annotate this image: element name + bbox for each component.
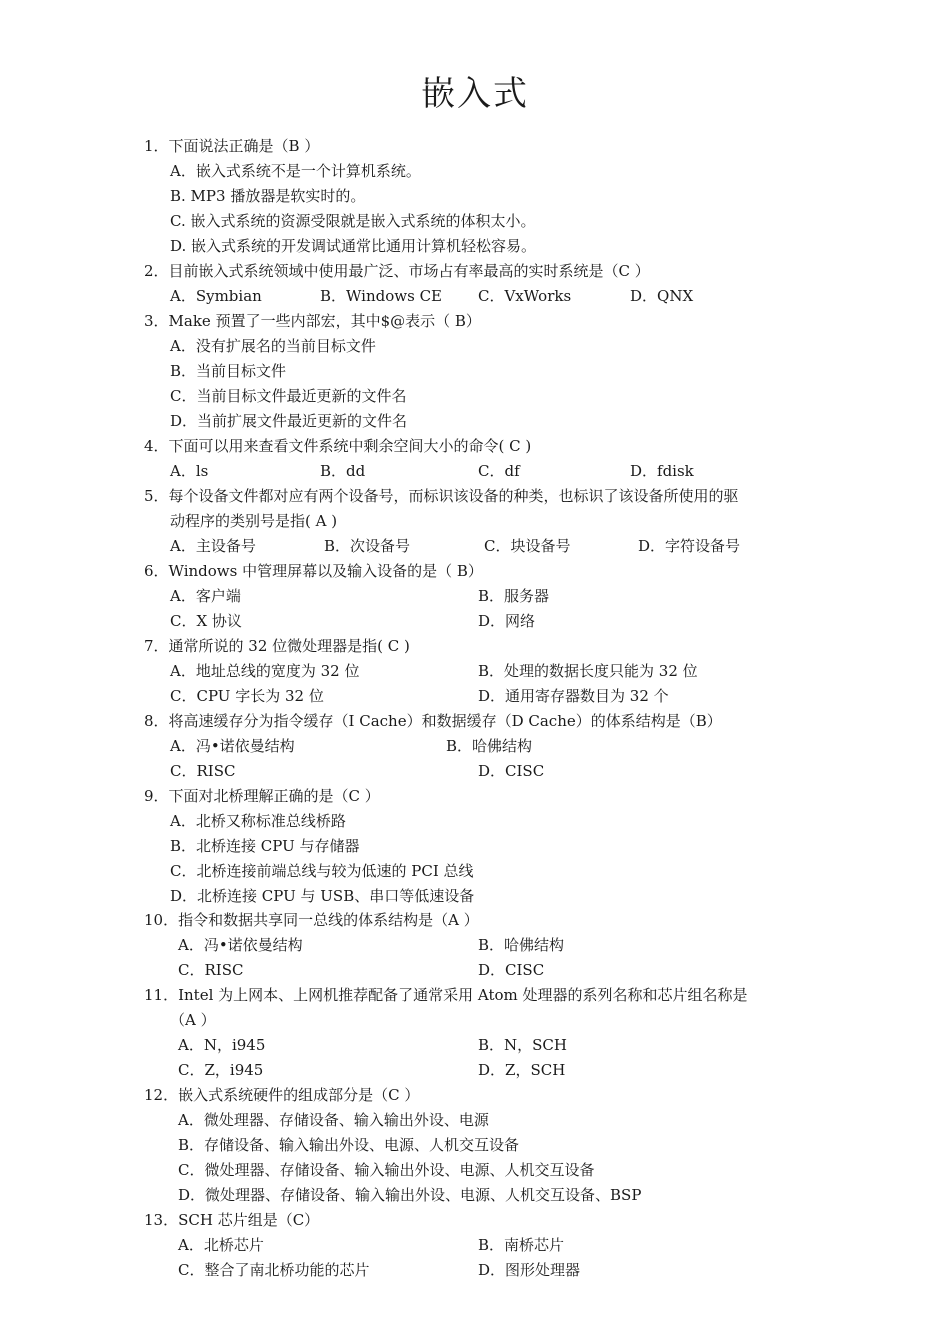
option-c: C．RISC <box>178 961 244 979</box>
option-d: D．北桥连接 CPU 与 USB、串口等低速设备 <box>170 887 475 905</box>
option-c: C．块设备号 <box>484 537 571 555</box>
option-a: A．Symbian <box>170 287 262 305</box>
option-b: B．哈佛结构 <box>478 936 565 954</box>
option-a: A．冯•诺依曼结构 <box>178 936 303 954</box>
question-stem: 5．每个设备文件都对应有两个设备号，而标识该设备的种类，也标识了该设备所使用的驱 <box>144 487 739 505</box>
question-stem-continued: 动程序的类别号是指( A ) <box>170 512 338 530</box>
option-d: D．QNX <box>630 287 694 305</box>
question-stem: 10．指令和数据共享同一总线的体系结构是（A ） <box>144 911 479 929</box>
option-a: A．北桥又称标准总线桥路 <box>170 812 346 830</box>
option-b: B．dd <box>320 462 366 480</box>
option-d: D. 嵌入式系统的开发调试通常比通用计算机轻松容易。 <box>170 237 537 255</box>
option-a: A．地址总线的宽度为 32 位 <box>170 662 360 680</box>
question-stem: 8．将高速缓存分为指令缓存（I Cache）和数据缓存（D Cache）的体系结构是（B） <box>144 712 722 730</box>
option-d: D．当前扩展文件最近更新的文件名 <box>170 412 408 430</box>
option-c: C．df <box>478 462 520 480</box>
option-a: A．客户端 <box>170 587 241 605</box>
question-stem: 13．SCH 芯片组是（C） <box>144 1211 320 1229</box>
option-a: A．冯•诺依曼结构 <box>170 737 295 755</box>
option-a: A．主设备号 <box>170 537 256 555</box>
option-a: A．嵌入式系统不是一个计算机系统。 <box>170 162 421 180</box>
option-c: C．当前目标文件最近更新的文件名 <box>170 387 407 405</box>
question-stem: 6．Windows 中管理屏幕以及输入设备的是（ B） <box>144 562 483 580</box>
option-d: D．网络 <box>478 612 536 630</box>
option-a: A．ls <box>170 462 209 480</box>
option-d: D．图形处理器 <box>478 1261 581 1279</box>
option-b: B．北桥连接 CPU 与存储器 <box>170 837 360 855</box>
option-c: C．整合了南北桥功能的芯片 <box>178 1261 370 1279</box>
question-stem: 2．目前嵌入式系统领域中使用最广泛、市场占有率最高的实时系统是（C ） <box>144 262 650 280</box>
question-stem: 1．下面说法正确是（B ） <box>144 137 320 155</box>
option-d: D．通用寄存器数目为 32 个 <box>478 687 669 705</box>
option-d: D．Z，SCH <box>478 1061 566 1079</box>
option-c: C．北桥连接前端总线与较为低速的 PCI 总线 <box>170 862 474 880</box>
option-b: B．Windows CE <box>320 287 442 305</box>
question-stem: 7．通常所说的 32 位微处理器是指( C ) <box>144 637 410 655</box>
option-d: D．CISC <box>478 762 545 780</box>
question-stem: 11．Intel 为上网本、上网机推荐配备了通常采用 Atom 处理器的系列名称和芯片组名称是 <box>144 986 748 1004</box>
question-stem: 3．Make 预置了一些内部宏，其中$@表示（ B） <box>144 312 481 330</box>
option-c: C．RISC <box>170 762 236 780</box>
option-c: C．X 协议 <box>170 612 242 630</box>
option-b: B．存储设备、输入输出外设、电源、人机交互设备 <box>178 1136 520 1154</box>
option-d: D．字符设备号 <box>638 537 741 555</box>
option-c: C．CPU 字长为 32 位 <box>170 687 324 705</box>
page-title: 嵌入式 <box>421 74 529 114</box>
option-a: A．北桥芯片 <box>178 1236 264 1254</box>
option-b: B．处理的数据长度只能为 32 位 <box>478 662 698 680</box>
option-d: D．微处理器、存储设备、输入输出外设、电源、人机交互设备、BSP <box>178 1186 642 1204</box>
option-c: C．微处理器、存储设备、输入输出外设、电源、人机交互设备 <box>178 1161 595 1179</box>
option-c: C. 嵌入式系统的资源受限就是嵌入式系统的体积太小。 <box>170 212 536 230</box>
option-c: C．Z，i945 <box>178 1061 264 1079</box>
option-b: B．N，SCH <box>478 1036 567 1054</box>
option-b: B．服务器 <box>478 587 550 605</box>
option-b: B．南桥芯片 <box>478 1236 565 1254</box>
question-stem-continued: （A ） <box>170 1011 216 1029</box>
option-a: A．N，i945 <box>178 1036 266 1054</box>
option-c: C．VxWorks <box>478 287 572 305</box>
option-a: A．微处理器、存储设备、输入输出外设、电源 <box>178 1111 489 1129</box>
option-b: B．当前目标文件 <box>170 362 287 380</box>
question-stem: 12．嵌入式系统硬件的组成部分是（C ） <box>144 1086 420 1104</box>
option-d: D．fdisk <box>630 462 694 480</box>
option-b: B．哈佛结构 <box>446 737 533 755</box>
question-stem: 9．下面对北桥理解正确的是（C ） <box>144 787 380 805</box>
question-stem: 4．下面可以用来查看文件系统中剩余空间大小的命令( C ) <box>144 437 532 455</box>
option-b: B．次设备号 <box>324 537 411 555</box>
option-b: B. MP3 播放器是软实时的。 <box>170 187 366 205</box>
option-a: A．没有扩展名的当前目标文件 <box>170 337 376 355</box>
option-d: D．CISC <box>478 961 545 979</box>
